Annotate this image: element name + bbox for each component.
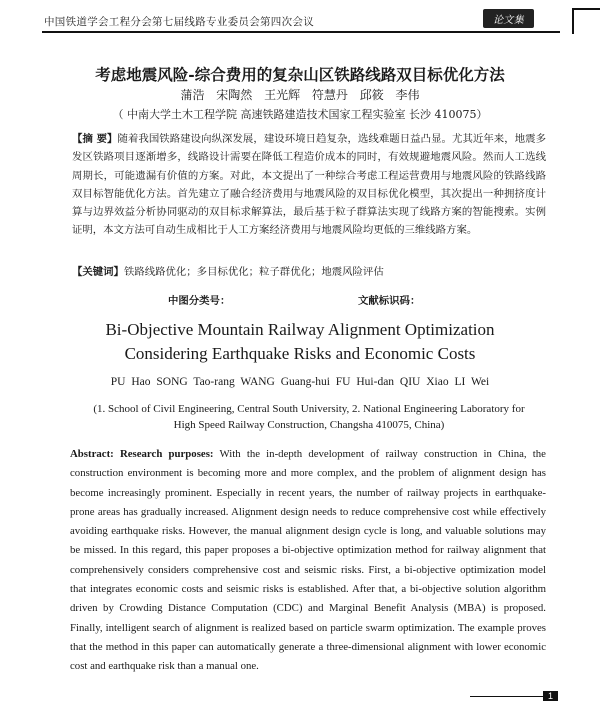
chinese-keywords: [72, 263, 546, 281]
chinese-abstract: [72, 130, 546, 240]
chinese-abstract-text: 随着我国铁路建设向纵深发展，建设环境日趋复杂，选线难题日益凸显。尤其近年来，地震多发区铁路项目逐渐增多，线路设计需要在降低工程造价成本的同时，有效规避地震风险。然而人工选线周期长，可能遗漏有价值的方案。对此，本文提出了一种综合考虑工程运营费用与地震风险的铁路线路双目标智能优化方法。首先建立了融合经济费用与地震风险的双目标优化模型，其次提出一种拥挤度计算与边界效益分析协同驱动的双目标求解算法，最后基于粒子群算法实现了线路方案的智能搜索。实例证明，本文方法可自动生成相比于人工方案经济费用与地震风险均更低的三维线路方案。: [72, 133, 546, 237]
english-authors: PU Hao SONG Tao-rang WANG Guang-hui FU Hui-dan QIU Xiao LI Wei: [110, 376, 490, 388]
chinese-affiliation: （ 中南大学土木工程学院 高速铁路建造技术国家工程实验室 长沙 410075）: [112, 108, 488, 121]
running-header: [42, 11, 560, 33]
chinese-keywords-label: 【关键词】: [72, 266, 124, 278]
english-affiliation: (1. School of Civil Engineering, Central South University, 2. National Engineering Laboratory for High Speed Railway Construction, Changsha 410075, China): [93, 403, 525, 431]
english-abstract-label: Abstract: Research purposes:: [70, 448, 214, 460]
chinese-title: 考虑地震风险-综合费用的复杂山区铁路线路双目标优化方法: [95, 65, 505, 84]
classification-number-label: 中图分类号：: [168, 295, 231, 307]
conference-header: 中国铁道学会工程分会第七届线路专业委员会第四次会议: [44, 16, 314, 28]
chinese-abstract-label: 【摘 要】: [72, 133, 118, 145]
corner-mark: [572, 8, 600, 34]
chinese-keywords-text: 铁路线路优化；多目标优化；粒子群优化；地震风险评估: [123, 266, 384, 278]
english-title-line-2: Considering Earthquake Risks and Economic Costs: [124, 344, 476, 363]
english-title-line-1: Bi-Objective Mountain Railway Alignment Optimization: [105, 320, 495, 339]
english-abstract: [70, 445, 546, 677]
proceedings-tag: 论文集: [483, 9, 534, 28]
english-abstract-text: With the in-depth development of railway construction in China, the construction environment is becoming more and more complex, and the problem of alignment design has become increasingly prominent. Especially in recent years, the number of railway projects in earthquake-prone areas has gradually increased. Alignment design needs to reduce comprehensive cost while effectively avoiding earthquake risks. However, the manual alignment design cycle is long, and valuable solutions may be missed. In this regard, this paper proposes a bi-objective optimization method for railway alignment that comprehensively considers comprehensive cost and seismic risks. First, a bi-objective optimization model that integrates economic costs and seismic risks is established. After that, a bi-objective solution algorithm driven by Crowding Distance Computation (CDC) and Marginal Benefit Analysis (MBA) is proposed. Finally, intelligent search of alignment is realized based on particle swarm optimization. The example proves that the method in this paper can automatically generate a three-dimensional alignment with lower economic cost and earthquake risk than a manual one.: [70, 448, 546, 673]
page-number: 1: [543, 691, 558, 701]
document-code-label: 文献标识码：: [358, 295, 421, 307]
chinese-authors: 蒲浩 宋陶然 王光辉 符慧丹 邱筱 李伟: [180, 88, 420, 102]
